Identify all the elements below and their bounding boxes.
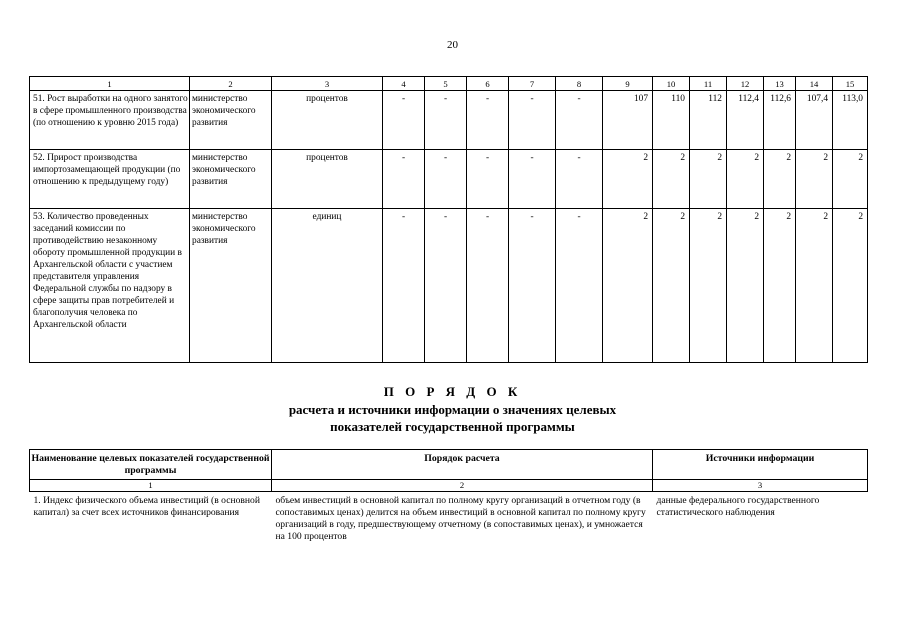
- column-number: 2: [272, 480, 653, 492]
- column-header: 9: [603, 77, 653, 91]
- column-header: Источники информации: [653, 450, 868, 480]
- dash-cell: -: [383, 150, 425, 209]
- column-number: 3: [653, 480, 868, 492]
- value-cell: 2: [796, 150, 833, 209]
- dash-cell: -: [467, 150, 509, 209]
- column-header: Порядок расчета: [272, 450, 653, 480]
- dash-cell: -: [556, 91, 603, 150]
- information-source: данные федерального государственного статистического наблюдения: [656, 495, 820, 518]
- column-header: 8: [556, 77, 603, 91]
- value-cell: 110: [653, 91, 690, 150]
- dash-cell: -: [425, 150, 467, 209]
- column-header: 5: [425, 77, 467, 91]
- column-header: 1: [30, 77, 190, 91]
- column-header: 3: [272, 77, 383, 91]
- section-title: П О Р Я Д О К: [383, 384, 522, 399]
- dash-cell: -: [425, 209, 467, 363]
- value-cell: 2: [690, 209, 727, 363]
- indicator-name: 53. Количество проведенных заседаний комиссии по противодействию незаконному обороту промышленной продукции в Архангельской области с участием представителя управления Федеральной службы по надзору в сфере защиты прав потребителей и благополучия человека по Архангельской области: [30, 209, 190, 363]
- column-header: 10: [653, 77, 690, 91]
- value-cell: 2: [764, 150, 796, 209]
- dash-cell: -: [467, 209, 509, 363]
- table-row: [30, 209, 868, 363]
- table-row: [30, 91, 868, 150]
- value-cell: 2: [764, 209, 796, 363]
- value-cell: 2: [653, 150, 690, 209]
- column-header: 13: [764, 77, 796, 91]
- indicator-name: 51. Рост выработки на одного занятого в сфере промышленного производства (по отношению к уровню 2015 года): [30, 91, 190, 150]
- value-cell: 2: [796, 209, 833, 363]
- calculation-method: объем инвестиций в основной капитал по полному кругу организаций в отчетном году (в сопоставимых ценах) делится на объем инвестиций в основной капитал по полному кругу организаций в году, предшествующему отчетному (в сопоставимых ценах), и умножается на 100 процентов: [275, 495, 646, 542]
- column-header: Наименование целевых показателей государственной программы: [30, 450, 272, 480]
- column-header: 2: [190, 77, 272, 91]
- value-cell: 2: [603, 150, 653, 209]
- value-cell: 2: [833, 150, 868, 209]
- dash-cell: -: [425, 91, 467, 150]
- unit-cell: процентов: [272, 150, 383, 209]
- column-header: 15: [833, 77, 868, 91]
- calculation-table: [29, 449, 868, 543]
- table-header-row: [30, 450, 868, 480]
- value-cell: 112,6: [764, 91, 796, 150]
- responsible-body: министерство экономического развития: [190, 209, 272, 363]
- column-header: 14: [796, 77, 833, 91]
- value-cell: 112,4: [727, 91, 764, 150]
- table-row: [30, 492, 868, 544]
- value-cell: 107: [603, 91, 653, 150]
- unit-cell: единиц: [272, 209, 383, 363]
- value-cell: 113,0: [833, 91, 868, 150]
- page-number: 20: [447, 39, 458, 51]
- column-header: 11: [690, 77, 727, 91]
- dash-cell: -: [383, 209, 425, 363]
- dash-cell: -: [509, 91, 556, 150]
- dash-cell: -: [556, 150, 603, 209]
- column-header: 4: [383, 77, 425, 91]
- dash-cell: -: [383, 91, 425, 150]
- value-cell: 2: [727, 209, 764, 363]
- value-cell: 2: [727, 150, 764, 209]
- value-cell: 2: [690, 150, 727, 209]
- indicator-name: 1. Индекс физического объема инвестиций (в основной капитал) за счет всех источников финансирования: [33, 495, 260, 518]
- column-header: 12: [727, 77, 764, 91]
- dash-cell: -: [467, 91, 509, 150]
- section-subtitle-line2: показателей государственной программы: [330, 419, 575, 434]
- unit-cell: процентов: [272, 91, 383, 150]
- responsible-body: министерство экономического развития: [190, 150, 272, 209]
- value-cell: 107,4: [796, 91, 833, 150]
- dash-cell: -: [556, 209, 603, 363]
- section-subtitle-line1: расчета и источники информации о значениях целевых: [288, 402, 617, 417]
- table-header-row: [30, 77, 868, 91]
- indicator-name: 52. Прирост производства импортозамещающей продукции (по отношению к предыдущему году): [30, 150, 190, 209]
- dash-cell: -: [509, 209, 556, 363]
- indicators-table: [29, 76, 868, 363]
- column-header: 6: [467, 77, 509, 91]
- value-cell: 2: [653, 209, 690, 363]
- dash-cell: -: [509, 150, 556, 209]
- value-cell: 2: [603, 209, 653, 363]
- responsible-body: министерство экономического развития: [190, 91, 272, 150]
- column-number: 1: [30, 480, 272, 492]
- value-cell: 112: [690, 91, 727, 150]
- value-cell: 2: [833, 209, 868, 363]
- table-row: [30, 150, 868, 209]
- column-number-row: [30, 480, 868, 492]
- column-header: 7: [509, 77, 556, 91]
